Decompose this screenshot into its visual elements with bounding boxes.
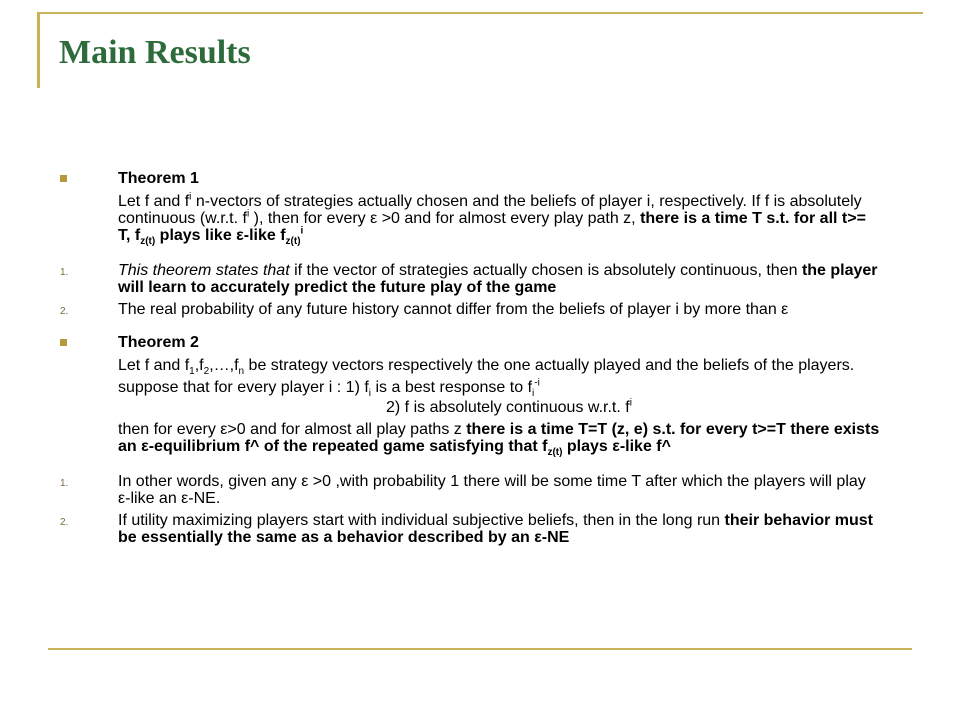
theorem1-item-1: 1. This theorem states that if the vector of strategies actually chosen is absolutely continuous, then the player will learn to accurately predict the future play of the game: [60, 262, 878, 296]
slide-body: [60, 170, 880, 546]
theorem2-item-1: 1. In other words, given any ε >0 ,with probability 1 there will be some time T after which the players will play ε-like an ε-NE.: [60, 473, 866, 507]
top-rule: [37, 12, 923, 14]
theorem2-supposition-2: 2) f is absolutely continuous w.r.t. $f^i$: [386, 397, 632, 416]
theorem2-item-2: 2. If utility maximizing players start with individual subjective beliefs, then in the long run their behavior must be essentially the same as a behavior described by an ε-NE: [60, 512, 873, 546]
theorem2-conclusion: then for every ε>0 and for almost all play paths z there is a time T=T (z, e) s.t. for every t>=T there exists an ε-equilibrium f^ of the repeated game satisfying that $f_{z(t)}$ plays ε-like f^: [118, 421, 880, 459]
left-accent-rule: [37, 12, 40, 88]
square-bullet-icon: [60, 339, 67, 346]
theorem2-heading: Theorem 2: [60, 334, 880, 351]
bottom-rule: [48, 648, 912, 650]
theorem1-statement: Let f and $f^i$ n-vectors of strategies actually chosen and the beliefs of player i, respectively. If f is absolutely continuous (w.r.t. $f^i$ ), then for every ε >0 and for almost every play path z, there is a time T s.t. for all t>= T, $f_{z(t)}$ plays like ε-like $f_{z(t)}^i$: [118, 191, 866, 248]
theorem1-item-2: 2. The real probability of any future history cannot differ from the beliefs of player i by more than ε: [60, 301, 789, 318]
theorem1-heading: Theorem 1: [60, 170, 880, 187]
square-bullet-icon: [60, 175, 67, 182]
slide-title: Main Results: [59, 34, 251, 71]
theorem2-supposition-1: suppose that for every player i : 1) $f_i$ is a best response to $f_i^{-i}$: [118, 377, 540, 400]
theorem2-statement: Let f and $f_1,f_2,\dots,f_n$ be strategy vectors respectively the one actually played and the beliefs of the players.: [118, 357, 855, 378]
